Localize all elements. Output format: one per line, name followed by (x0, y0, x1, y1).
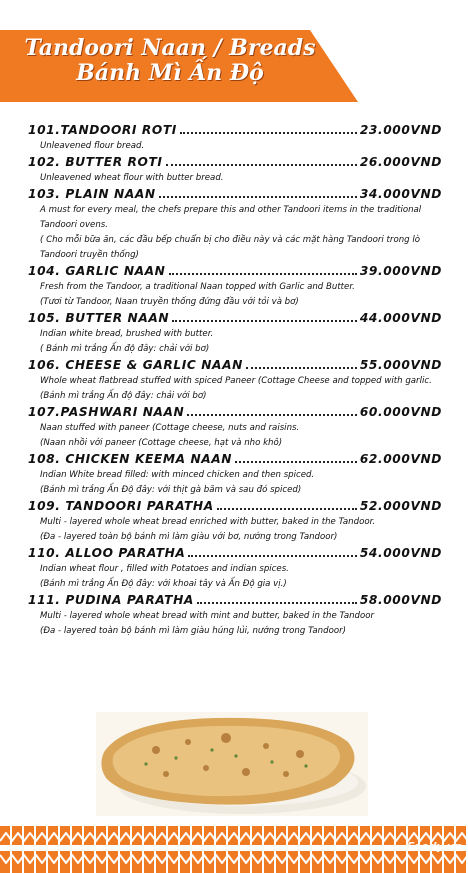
menu-item-description (28, 139, 442, 154)
menu-item-name: 105. BUTTER NAAN (28, 311, 170, 325)
menu-item-price: 34.000VND (359, 187, 442, 201)
leader-dots (246, 366, 357, 369)
decorative-footer (0, 826, 468, 873)
description-line: Indian wheat flour , filled with Potatoes and indian spices. (40, 564, 289, 574)
menu-item-name: 110. ALLOO PARATHA (28, 546, 186, 560)
menu-item-header (28, 310, 442, 327)
menu-item-header (28, 592, 442, 609)
title-vietnamese: Bánh Mì Ấn Độ (76, 60, 264, 86)
menu-item-header (28, 186, 442, 203)
leader-dots (169, 272, 357, 275)
leader-dots (187, 413, 356, 416)
description-line: Multi - layered whole wheat bread enriched with butter, baked in the Tandoor. (40, 517, 376, 527)
menu-item-description (28, 374, 442, 404)
menu-item (28, 498, 442, 545)
menu-item-description (28, 562, 442, 592)
menu-item-header (28, 154, 442, 171)
menu-item-header (28, 263, 442, 280)
leader-dots (217, 507, 357, 510)
description-line: Indian White bread filled: with minced chicken and then spiced. (40, 470, 315, 480)
description-line: (Bánh mì trắng Ấn Độ đây: với khoai tây và Ấn Độ gia vị.) (40, 579, 287, 589)
watermark-brand: Foody.vn (407, 840, 462, 853)
menu-item-header (28, 498, 442, 515)
description-line: Multi - layered whole wheat bread with mint and butter, baked in the Tandoor (40, 611, 375, 621)
menu-item-price: 55.000VND (359, 358, 442, 372)
menu-item-name: 103. PLAIN NAAN (28, 187, 156, 201)
menu-item-name: 102. BUTTER ROTI (28, 155, 163, 169)
menu-item-price: 26.000VND (359, 155, 442, 169)
menu-item-price: 52.000VND (359, 499, 442, 513)
leader-dots (197, 601, 357, 604)
description-line: (Tươi từ Tandoor, Naan truyền thống đứng đầu với tỏi và bơ) (40, 297, 299, 307)
title-english: Tandoori Naan / Breads (24, 35, 316, 61)
description-line: Whole wheat flatbread stuffed with spiced Paneer (Cottage Cheese and topped with garlic. (Bánh mì trắng Ấn độ đây: chải với bơ) (40, 376, 432, 401)
menu-item-name: 108. CHICKEN KEEMA NAAN (28, 452, 233, 466)
leader-dots (159, 195, 357, 198)
menu-item (28, 154, 442, 186)
menu-item-description (28, 203, 442, 263)
menu-item-name: 101.TANDOORI ROTI (28, 123, 177, 137)
menu-item (28, 592, 442, 639)
menu-item (28, 404, 442, 451)
description-line: (Đa - layered toàn bộ bánh mì làm giàu với bơ, nướng trong Tandoor) (40, 532, 338, 542)
menu-item (28, 122, 442, 154)
menu-list (28, 122, 442, 639)
description-line: Unleavened flour bread. (40, 141, 145, 151)
menu-item (28, 186, 442, 263)
menu-item-name: 111. PUDINA PARATHA (28, 593, 194, 607)
menu-item-name: 106. CHEESE & GARLIC NAAN (28, 358, 243, 372)
leader-dots (180, 131, 357, 134)
menu-item-price: 62.000VND (359, 452, 442, 466)
leader-dots (172, 319, 357, 322)
menu-item (28, 451, 442, 498)
description-line: (Bánh mì trắng Ấn Độ đây: với thịt gà băm và sau đó spiced) (40, 485, 302, 495)
menu-item-price: 23.000VND (359, 123, 442, 137)
description-line: ( Cho mỗi bữa ăn, các đầu bếp chuẩn bị cho điều này và các mặt hàng Tandoori trong lò Tandoori truyền thống) (40, 235, 420, 260)
menu-item-price: 54.000VND (359, 546, 442, 560)
menu-item-header (28, 404, 442, 421)
menu-item-description (28, 468, 442, 498)
description-line: ( Bánh mì trắng Ấn độ đây: chải với bơ) (40, 344, 210, 354)
menu-item (28, 310, 442, 357)
menu-item-header (28, 357, 442, 374)
watermark (407, 842, 462, 852)
leader-dots (235, 460, 357, 463)
menu-item-description (28, 327, 442, 357)
description-line: Unleavened wheat flour with butter bread. (40, 173, 224, 183)
description-line: (Naan nhồi với paneer (Cottage cheese, hạt và nho khô) (40, 438, 283, 448)
page-title (0, 36, 340, 86)
menu-item-name: 109. TANDOORI PARATHA (28, 499, 214, 513)
menu-item-header (28, 545, 442, 562)
menu-item-price: 39.000VND (359, 264, 442, 278)
leader-dots (188, 554, 356, 557)
menu-item-price: 44.000VND (359, 311, 442, 325)
description-line: A must for every meal, the chefs prepare this and other Tandoori items in the traditional Tandoori ovens. (40, 205, 422, 230)
menu-item (28, 357, 442, 404)
menu-item-description (28, 280, 442, 310)
menu-item-header (28, 122, 442, 139)
menu-item-name: 104. GARLIC NAAN (28, 264, 166, 278)
naan-photo (96, 712, 368, 816)
description-line: Indian white bread, brushed with butter. (40, 329, 214, 339)
menu-item-header (28, 451, 442, 468)
leader-dots (166, 163, 357, 166)
menu-item (28, 263, 442, 310)
description-line: (Đa - layered toàn bộ bánh mì làm giàu húng lủi, nướng trong Tandoor) (40, 626, 346, 636)
menu-item-price: 60.000VND (359, 405, 442, 419)
description-line: Naan stuffed with paneer (Cottage cheese, nuts and raisins. (40, 423, 300, 433)
description-line: Fresh from the Tandoor, a traditional Naan topped with Garlic and Butter. (40, 282, 355, 292)
menu-item-description (28, 171, 442, 186)
menu-item-description (28, 421, 442, 451)
menu-item-description (28, 515, 442, 545)
menu-item-name: 107.PASHWARI NAAN (28, 405, 185, 419)
menu-item (28, 545, 442, 592)
menu-item-description (28, 609, 442, 639)
menu-item-price: 58.000VND (359, 593, 442, 607)
